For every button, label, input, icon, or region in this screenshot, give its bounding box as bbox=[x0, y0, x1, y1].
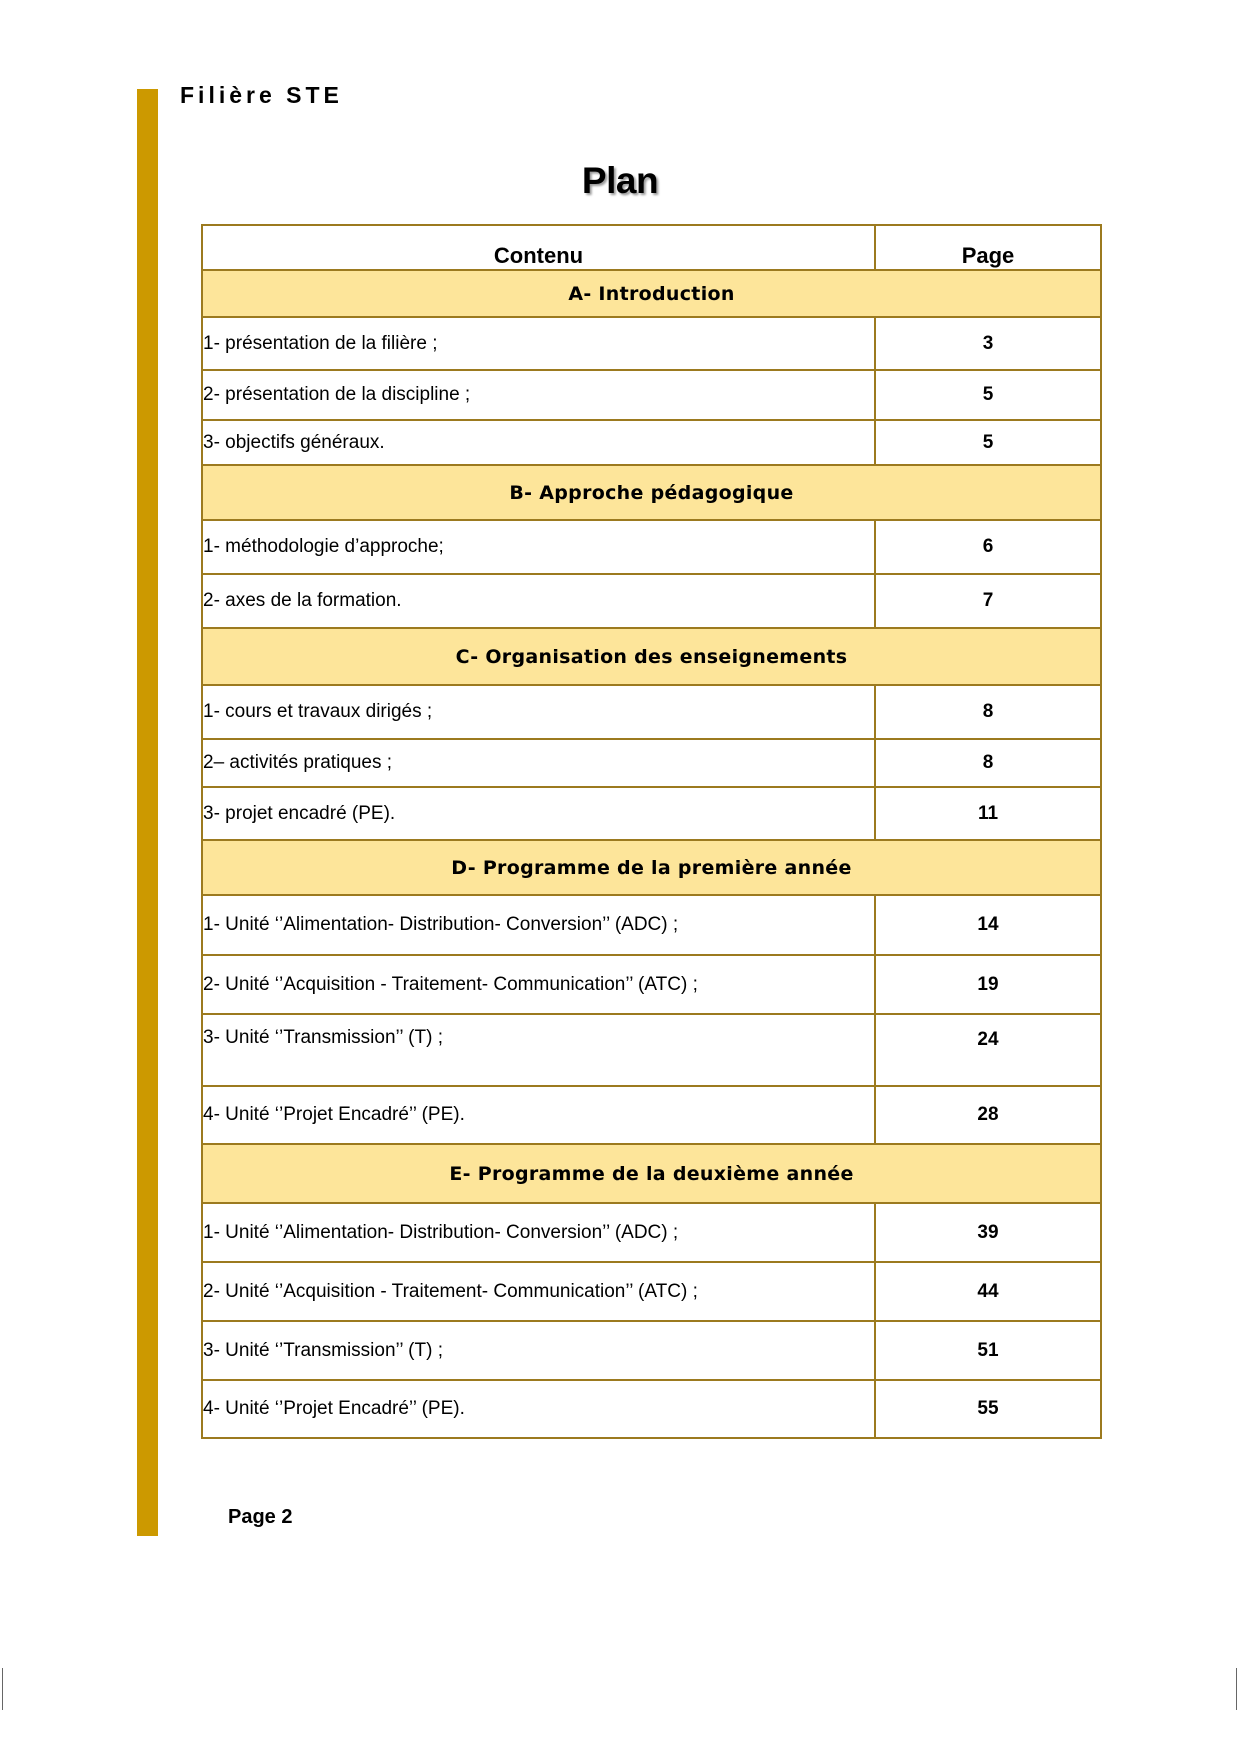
table-row bbox=[202, 420, 1101, 465]
item-label: 2- présentation de la discipline ; bbox=[202, 370, 875, 420]
item-label: 3- objectifs généraux. bbox=[202, 420, 875, 465]
table-row bbox=[202, 895, 1101, 955]
table-row bbox=[202, 1380, 1101, 1438]
section-row-b bbox=[202, 465, 1101, 520]
section-title: E- Programme de la deuxième année bbox=[202, 1144, 1101, 1203]
section-title: B- Approche pédagogique bbox=[202, 465, 1101, 520]
column-header-content: Contenu bbox=[202, 225, 875, 270]
item-page: 28 bbox=[875, 1086, 1101, 1144]
table-row bbox=[202, 955, 1101, 1014]
table-row bbox=[202, 1086, 1101, 1144]
item-page: 5 bbox=[875, 420, 1101, 465]
item-label: 3- Unité ‘’Transmission’’ (T) ; bbox=[202, 1321, 875, 1380]
section-title: A- Introduction bbox=[202, 270, 1101, 317]
table-header-row bbox=[202, 225, 1101, 270]
item-page: 55 bbox=[875, 1380, 1101, 1438]
section-row-e bbox=[202, 1144, 1101, 1203]
item-label: 2- Unité ‘’Acquisition - Traitement- Communication’’ (ATC) ; bbox=[202, 1262, 875, 1321]
item-label: 1- présentation de la filière ; bbox=[202, 317, 875, 370]
page-number: Page 2 bbox=[228, 1506, 293, 1528]
item-page: 19 bbox=[875, 955, 1101, 1014]
item-page: 51 bbox=[875, 1321, 1101, 1380]
section-row-a bbox=[202, 270, 1101, 317]
side-bar bbox=[137, 89, 158, 1536]
item-page: 3 bbox=[875, 317, 1101, 370]
table-row bbox=[202, 574, 1101, 628]
table-row bbox=[202, 1262, 1101, 1321]
item-label: 1- Unité ‘’Alimentation- Distribution- Conversion’’ (ADC) ; bbox=[202, 895, 875, 955]
item-page: 8 bbox=[875, 739, 1101, 787]
item-label: 4- Unité ‘’Projet Encadré’’ (PE). bbox=[202, 1086, 875, 1144]
section-row-d bbox=[202, 840, 1101, 895]
item-label: 2– activités pratiques ; bbox=[202, 739, 875, 787]
page-title: Plan bbox=[581, 160, 659, 201]
item-label: 1- méthodologie d’approche; bbox=[202, 520, 875, 574]
table-row bbox=[202, 520, 1101, 574]
item-label: 2- Unité ‘’Acquisition - Traitement- Communication’’ (ATC) ; bbox=[202, 955, 875, 1014]
item-page: 5 bbox=[875, 370, 1101, 420]
item-label: 2- axes de la formation. bbox=[202, 574, 875, 628]
item-page: 14 bbox=[875, 895, 1101, 955]
section-title: C- Organisation des enseignements bbox=[202, 628, 1101, 685]
item-label: 1- Unité ‘’Alimentation- Distribution- Conversion’’ (ADC) ; bbox=[202, 1203, 875, 1262]
item-page: 11 bbox=[875, 787, 1101, 840]
item-page: 8 bbox=[875, 685, 1101, 739]
section-row-c bbox=[202, 628, 1101, 685]
table-row bbox=[202, 1203, 1101, 1262]
table-row bbox=[202, 1321, 1101, 1380]
table-row bbox=[202, 787, 1101, 840]
table-row bbox=[202, 685, 1101, 739]
table-row bbox=[202, 1014, 1101, 1086]
item-page: 7 bbox=[875, 574, 1101, 628]
item-page: 6 bbox=[875, 520, 1101, 574]
section-title: D- Programme de la première année bbox=[202, 840, 1101, 895]
item-label: 3- projet encadré (PE). bbox=[202, 787, 875, 840]
table-row bbox=[202, 370, 1101, 420]
item-page: 44 bbox=[875, 1262, 1101, 1321]
item-page: 24 bbox=[875, 1014, 1101, 1086]
table-row bbox=[202, 317, 1101, 370]
item-label: 1- cours et travaux dirigés ; bbox=[202, 685, 875, 739]
item-label: 3- Unité ‘’Transmission’’ (T) ; bbox=[202, 1014, 875, 1086]
plan-table bbox=[201, 224, 1102, 1439]
scan-edge-mark-right bbox=[1236, 1668, 1237, 1710]
item-page: 39 bbox=[875, 1203, 1101, 1262]
scan-edge-mark-left bbox=[2, 1668, 3, 1710]
table-row bbox=[202, 739, 1101, 787]
item-label: 4- Unité ‘’Projet Encadré’’ (PE). bbox=[202, 1380, 875, 1438]
column-header-page: Page bbox=[875, 225, 1101, 270]
header-label: Filière STE bbox=[180, 82, 343, 108]
